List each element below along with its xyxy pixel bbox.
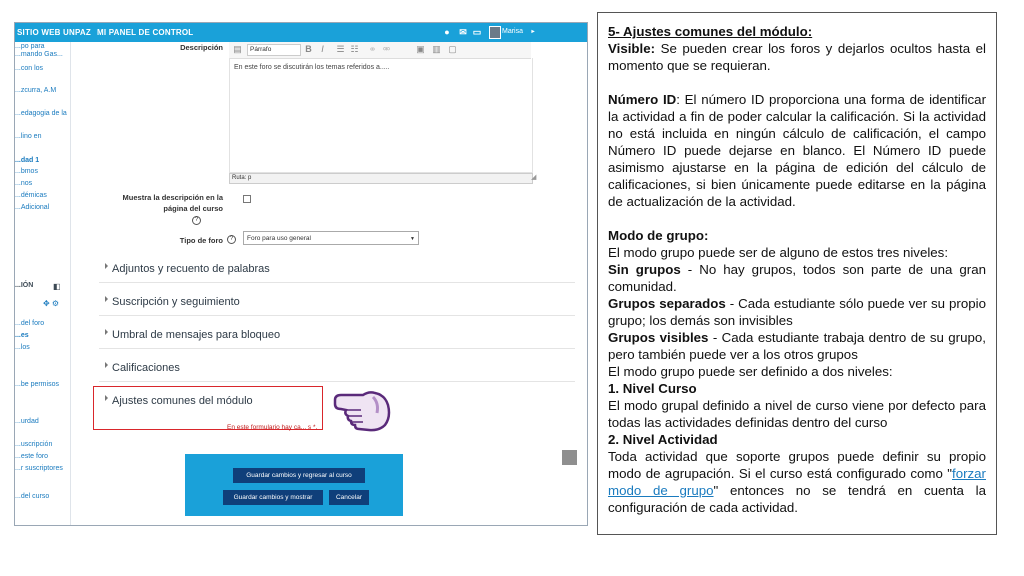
- caret-right-icon: [105, 362, 108, 368]
- nav-panel-link[interactable]: MI PANEL DE CONTROL: [97, 28, 194, 37]
- resize-handle-icon[interactable]: ◢: [531, 174, 537, 181]
- section-blocking[interactable]: Umbral de mensajes para bloqueo: [105, 329, 280, 341]
- calendar-icon[interactable]: ▭: [472, 27, 482, 37]
- sidebar-item[interactable]: ...mando Gas...: [15, 51, 63, 58]
- section-common-module-settings[interactable]: Ajustes comunes del módulo: [105, 395, 253, 407]
- show-description-checkbox[interactable]: [243, 195, 251, 203]
- sidebar-item[interactable]: ...dad 1: [15, 157, 40, 164]
- italic-icon[interactable]: I: [321, 44, 324, 54]
- pointing-hand-icon: [333, 385, 391, 433]
- block-collapse-icon[interactable]: ◧: [53, 282, 61, 291]
- sidebar-item[interactable]: ...zcurra, A.M: [15, 87, 57, 94]
- forum-type-select[interactable]: [243, 231, 419, 245]
- force-group-mode-link[interactable]: forzar modo de grupo: [608, 466, 986, 498]
- sidebar-item[interactable]: ...con los: [15, 65, 44, 72]
- sidebar-item[interactable]: ...lino en: [15, 133, 42, 140]
- level1-text: El modo grupal definido a nivel de curso viene por defecto para todas las actividades definidas dentro del curso: [608, 398, 986, 430]
- message-icon[interactable]: ✉: [459, 27, 467, 37]
- explanation-box: [597, 12, 997, 535]
- visible-groups-paragraph: Grupos visibles - Cada estudiante trabaja dentro de su grupo, pero también puede ver a los otros grupos: [608, 330, 986, 362]
- link-icon[interactable]: ⚭: [368, 44, 377, 54]
- toolbar-toggle-icon[interactable]: ▤: [233, 44, 242, 54]
- media-icon[interactable]: ▥: [432, 44, 441, 54]
- caret-right-icon: [105, 296, 108, 302]
- sidebar: [15, 42, 71, 525]
- divider: [99, 315, 575, 316]
- show-description-label-line2: página del curso: [163, 204, 223, 213]
- save-show-button[interactable]: Guardar cambios y mostrar: [223, 490, 323, 505]
- sidebar-item[interactable]: ...démicas: [15, 192, 47, 199]
- divider: [99, 348, 575, 349]
- level2-paragraph: Toda actividad que soporte grupos puede definir su propio modo de agrupación. Si el curso está configurado como "forzar modo de grupo" entonces no se tendrá en cuenta la configuración de cada actividad.: [608, 449, 986, 515]
- group-mode-heading: Modo de grupo:: [608, 228, 709, 243]
- notification-icon[interactable]: ●: [444, 27, 450, 37]
- chevron-down-icon: ▼: [410, 236, 415, 242]
- admin-item[interactable]: ...uscripción: [15, 441, 53, 448]
- group-mode-intro: El modo grupo puede ser de alguno de estos tres niveles:: [608, 245, 949, 260]
- help-icon[interactable]: ?: [192, 216, 201, 225]
- admin-item[interactable]: ...be permisos: [15, 381, 59, 388]
- caret-right-icon: [105, 263, 108, 269]
- bullet-list-icon[interactable]: ☰: [336, 44, 345, 54]
- id-paragraph: Número ID: El número ID proporciona una forma de identificar la actividad a fin de poder calcular la calificación. Si la actividad no está incluida en ningún cálculo de calificación, el campo Número ID puede dejarse en blanco. El Número ID puede asimismo ajustarse en la página de edición del cálculo de calificaciones, si bien únicamente puede editarse en la página de actualización de la actividad.: [608, 92, 986, 209]
- level2-heading: 2. Nivel Actividad: [608, 432, 718, 447]
- caret-icon[interactable]: ▸: [531, 29, 535, 35]
- user-menu[interactable]: Marisa: [502, 28, 524, 35]
- sidebar-item[interactable]: ...edagogia de la: [15, 110, 67, 117]
- level1-heading: 1. Nivel Curso: [608, 381, 697, 396]
- sidebar-item[interactable]: ...bmos: [15, 168, 38, 175]
- explanation-title: 5- Ajustes comunes del módulo:: [608, 24, 813, 39]
- admin-item[interactable]: ...urdad: [15, 418, 39, 425]
- edit-form: [71, 42, 587, 525]
- editor-content[interactable]: En este foro se discutirán los temas referidos a.....: [234, 64, 390, 71]
- no-groups-paragraph: Sin grupos - No hay grupos, todos son parte de una gran comunidad.: [608, 262, 986, 294]
- admin-item[interactable]: ...es: [15, 332, 29, 339]
- sidebar-item[interactable]: ...Adicional: [15, 204, 50, 211]
- admin-item[interactable]: ...r suscriptores: [15, 465, 63, 472]
- file-icon[interactable]: ▢: [448, 44, 457, 54]
- top-navbar: [15, 23, 587, 42]
- admin-item[interactable]: ...los: [15, 344, 30, 351]
- sidebar-item[interactable]: ...nos: [15, 180, 33, 187]
- section-grades[interactable]: Calificaciones: [105, 362, 180, 374]
- description-editor[interactable]: [229, 58, 533, 173]
- save-return-button[interactable]: Guardar cambios y regresar al curso: [233, 468, 365, 483]
- editor-toolbar: [229, 42, 531, 59]
- scroll-handle[interactable]: [562, 450, 577, 465]
- nav-site-link[interactable]: SITIO WEB UNPAZ: [17, 28, 91, 37]
- admin-item[interactable]: ...este foro: [15, 453, 49, 460]
- editor-path: Ruta: p: [229, 173, 533, 184]
- avatar[interactable]: [489, 26, 501, 39]
- help-icon[interactable]: ?: [227, 235, 236, 244]
- unlink-icon[interactable]: ⚮: [382, 44, 391, 54]
- show-description-label-line1: Muestra la descripción en la: [122, 193, 223, 202]
- block-move-icon[interactable]: ✥ ⚙: [43, 299, 60, 308]
- required-fields-note: En este formulario hay ca... s *.: [227, 424, 318, 431]
- moodle-screenshot: [14, 22, 588, 526]
- section-subscription[interactable]: Suscripción y seguimiento: [105, 296, 240, 308]
- admin-item[interactable]: ...del foro: [15, 320, 45, 327]
- image-icon[interactable]: ▣: [416, 44, 425, 54]
- caret-right-icon: [105, 329, 108, 335]
- visible-paragraph: Visible: Se pueden crear los foros y dejarlos ocultos hasta el momento que se requieran.: [608, 41, 986, 73]
- section-attachments[interactable]: Adjuntos y recuento de palabras: [105, 263, 270, 275]
- numbered-list-icon[interactable]: ☷: [350, 44, 359, 54]
- separate-groups-paragraph: Grupos separados - Cada estudiante sólo puede ver su propio grupo; los demás son invisibles: [608, 296, 986, 328]
- description-label: Descripción: [180, 43, 223, 52]
- divider: [99, 282, 575, 283]
- paragraph-select[interactable]: Párrafo: [247, 44, 301, 56]
- admin-item[interactable]: ...del curso: [15, 493, 50, 500]
- bold-icon[interactable]: B: [305, 44, 312, 54]
- action-panel: [185, 454, 403, 516]
- admin-block-title: ...IÓN: [15, 282, 34, 289]
- levels-intro: El modo grupo puede ser definido a dos niveles:: [608, 364, 893, 379]
- forum-type-value: Foro para uso general: [247, 235, 311, 242]
- divider: [99, 381, 575, 382]
- cancel-button[interactable]: Cancelar: [329, 490, 369, 505]
- sidebar-item[interactable]: ...po para: [15, 43, 45, 50]
- forum-type-label: Tipo de foro: [179, 236, 223, 245]
